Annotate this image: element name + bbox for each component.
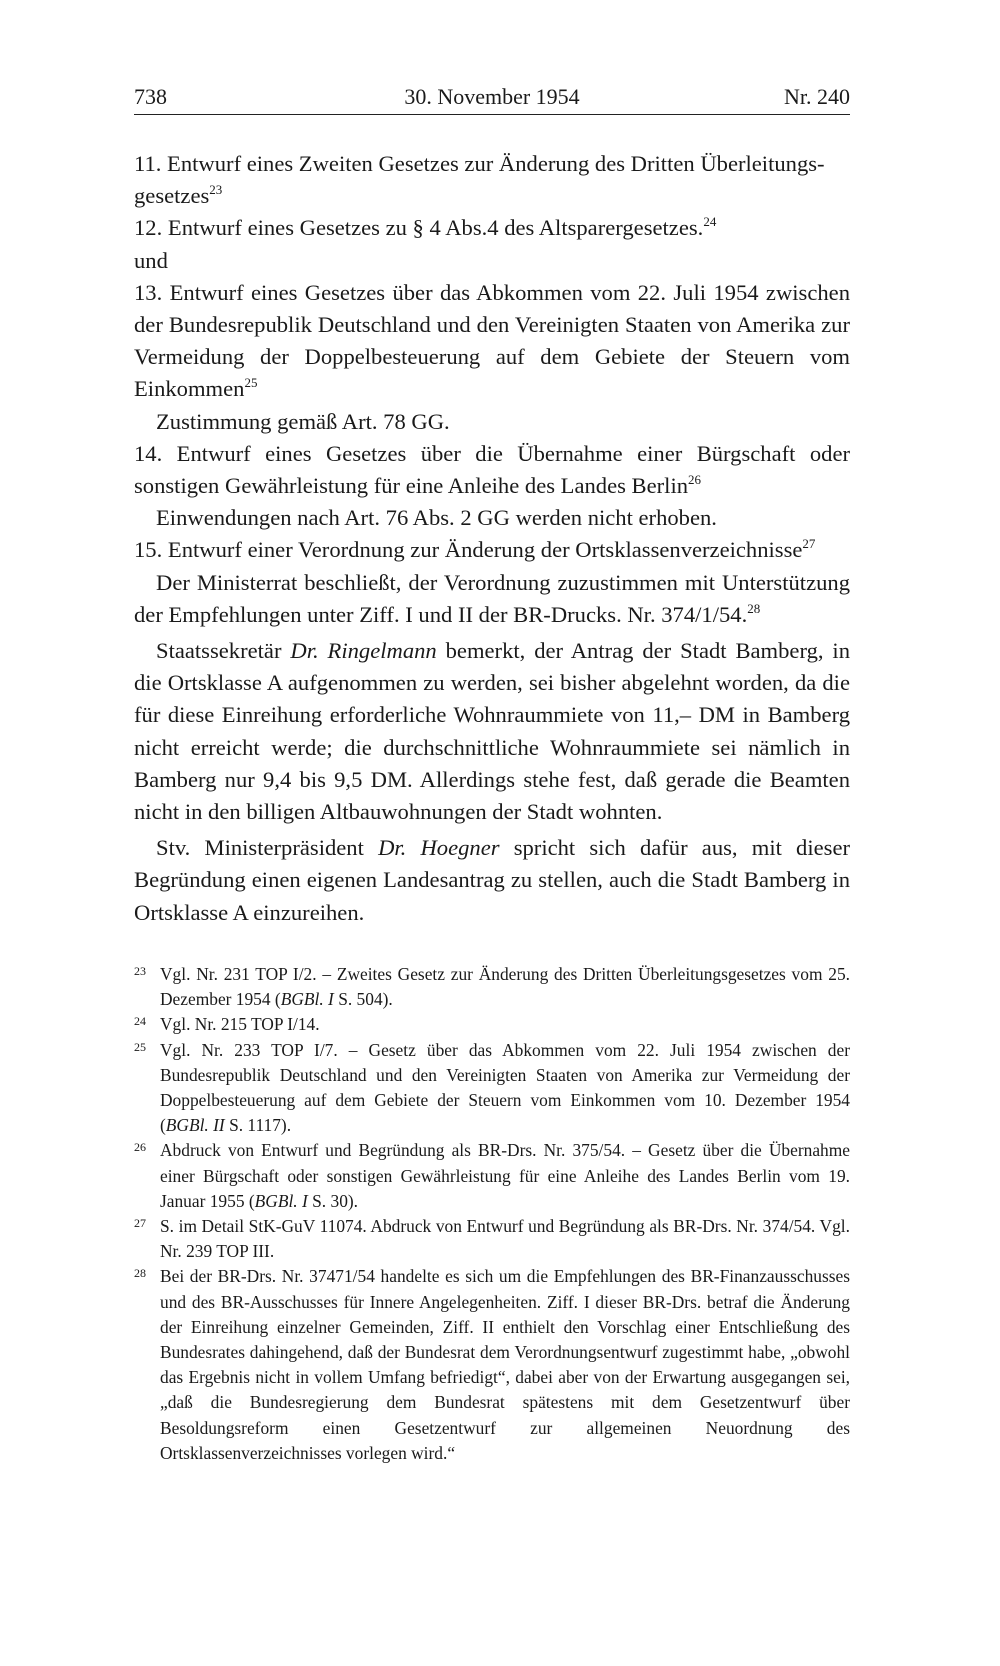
footnote-ref: 24 [703, 214, 717, 230]
footnote-26 [134, 1138, 850, 1214]
footnote-number: 28 [134, 1266, 146, 1281]
footnote-number: 27 [134, 1216, 146, 1231]
paragraph-text: Stv. Ministerpräsident [156, 835, 379, 861]
item-14-decision: Einwendungen nach Art. 76 Abs. 2 GG werden nicht erhoben. [156, 505, 717, 531]
footnote-number: 23 [134, 964, 146, 978]
item-text: 12. Entwurf eines Gesetzes zu § 4 Abs.4 des Altsparergesetzes. [134, 215, 704, 241]
body-text [134, 148, 850, 929]
footnote-ref: 26 [688, 472, 702, 488]
speaker-name: Dr. Ringelmann [290, 638, 437, 664]
footnote-text: Abdruck von Entwurf und Begründung als BR-Drs. Nr. 375/54. – Gesetz über die Übernahme einer Bürgschaft oder sonstigen Gewährleistung für eine Anleihe des Landes Berlin vom 19. Januar 1955 ( [160, 1140, 850, 1211]
item-13-decision: Zustimmung gemäß Art. 78 GG. [156, 408, 450, 434]
decision-text: Der Ministerrat beschließt, der Verordnung zuzustimmen mit Unterstützung der Empfehlungen unter Ziff. I und II der BR-Drucks. Nr. 374/1/54. [134, 569, 850, 627]
footnote-24 [134, 1012, 850, 1037]
footnotes-section [134, 962, 850, 1466]
item-text: 11. Entwurf eines Zweiten Gesetzes zur Änderung des Dritten Überleitungs-gesetzes [134, 151, 825, 209]
footnote-27 [134, 1214, 850, 1264]
running-header [134, 80, 850, 115]
footnote-28 [134, 1264, 850, 1466]
page-number: 738 [134, 84, 167, 109]
speaker-name: Dr. Hoegner [378, 835, 500, 861]
footnote-text: S. 30). [307, 1190, 359, 1211]
footnote-text: Vgl. Nr. 231 TOP I/2. – Zweites Gesetz zur Änderung des Dritten Überleitungsgesetzes vom 25. Dezember 1954 ( [160, 964, 850, 1010]
paragraph-text: spricht sich dafür aus, mit dieser Begründung einen eigenen Landesantrag zu stellen, auch die Stadt Bamberg in Ortsklasse A einzureihen. [134, 835, 850, 925]
item-text: 15. Entwurf einer Verordnung zur Änderung der Ortsklassenverzeichnisse [134, 537, 803, 563]
footnote-ref: 23 [209, 182, 223, 198]
agenda-item-14 [134, 438, 850, 502]
footnote-text: S. 504). [333, 989, 393, 1010]
footnote-number: 25 [134, 1039, 146, 1054]
item-text: 13. Entwurf eines Gesetzes über das Abkommen vom 22. Juli 1954 zwischen der Bundesrepublik Deutschland und den Vereinigten Staaten von Amerika zur Vermeidung der Doppelbesteuerung auf dem Gebiete der Steuern vom Einkommen [134, 279, 850, 402]
agenda-item-12 [134, 212, 850, 244]
paragraph-hoegner [134, 832, 850, 929]
footnote-text: S. im Detail StK-GuV 11074. Abdruck von Entwurf und Begründung als BR-Drs. Nr. 374/54. Vgl. Nr. 239 TOP III. [160, 1216, 850, 1262]
footnote-number: 26 [134, 1140, 146, 1155]
conjunction: und [134, 247, 168, 273]
paragraph-ringelmann [134, 635, 850, 828]
item-15-decision [134, 567, 850, 631]
item-text: 14. Entwurf eines Gesetzes über die Übernahme einer Bürgschaft oder sonstigen Gewährleistung für eine Anleihe des Landes Berlin [134, 440, 850, 499]
footnote-ref: 25 [244, 375, 258, 391]
citation-source: BGBl. II [165, 1115, 225, 1136]
paragraph-text: bemerkt, der Antrag der Stadt Bamberg, in die Ortsklasse A aufgenommen zu werden, sei bisher abgelehnt worden, da die für diese Einreihung erforderliche Wohnraummiete von 11,– DM in Bamberg nicht erreicht werde; die durchschnittliche Wohnraummiete sei nämlich in Bamberg nur 9,4 bis 9,5 DM. Allerdings stehe fest, daß gerade die Beamten nicht in den billigen Altbauwohnungen der Stadt wohnten. [134, 638, 850, 825]
agenda-item-15 [134, 534, 850, 566]
footnote-text: Bei der BR-Drs. Nr. 37471/54 handelte es sich um die Empfehlungen des BR-Finanzausschusses und des BR-Ausschusses für Innere Angelegenheiten. Ziff. I dieser BR-Drs. betraf die Änderung der Einreihung einzelner Gemeinden, Ziff. II enthielt den Vorschlag einer Entschließung des Bundesrates dahingehend, daß der Bundesrat dem Verordnungsentwurf zugestimmt habe, „obwohl das Ergebnis nicht in vollem Umfang befriedigt“, dabei aber von der Erwartung ausgegangen sei, „daß die Bundesregierung dem Bundesrat spätestens mit dem Gesetzentwurf über Besoldungsreform einen Gesetzentwurf zur allgemeinen Neuordnung des Ortsklassenverzeichnisses vorlegen wird.“ [160, 1266, 850, 1463]
footnote-text: Vgl. Nr. 215 TOP I/14. [160, 1014, 320, 1035]
footnote-ref: 28 [747, 600, 761, 616]
footnote-ref: 27 [802, 536, 816, 552]
paragraph-text: Staatssekretär [156, 638, 291, 664]
footnote-23 [134, 962, 850, 1012]
agenda-item-11 [134, 148, 850, 212]
footnote-text: Vgl. Nr. 233 TOP I/7. – Gesetz über das Abkommen vom 22. Juli 1954 zwischen der Bundesrepublik Deutschland und den Vereinigten Staaten von Amerika zur Vermeidung der Doppelbesteuerung auf dem Gebiete der Steuern vom Einkommen vom 10. Dezember 1954 ( [160, 1039, 850, 1136]
agenda-item-13 [134, 277, 850, 406]
citation-source: BGBl. I [280, 989, 334, 1010]
header-issue-number: Nr. 240 [784, 84, 850, 109]
citation-source: BGBl. I [254, 1190, 308, 1211]
footnote-number: 24 [134, 1014, 146, 1029]
footnote-25 [134, 1038, 850, 1139]
header-date: 30. November 1954 [404, 84, 580, 109]
footnote-text: S. 1117). [224, 1115, 292, 1136]
